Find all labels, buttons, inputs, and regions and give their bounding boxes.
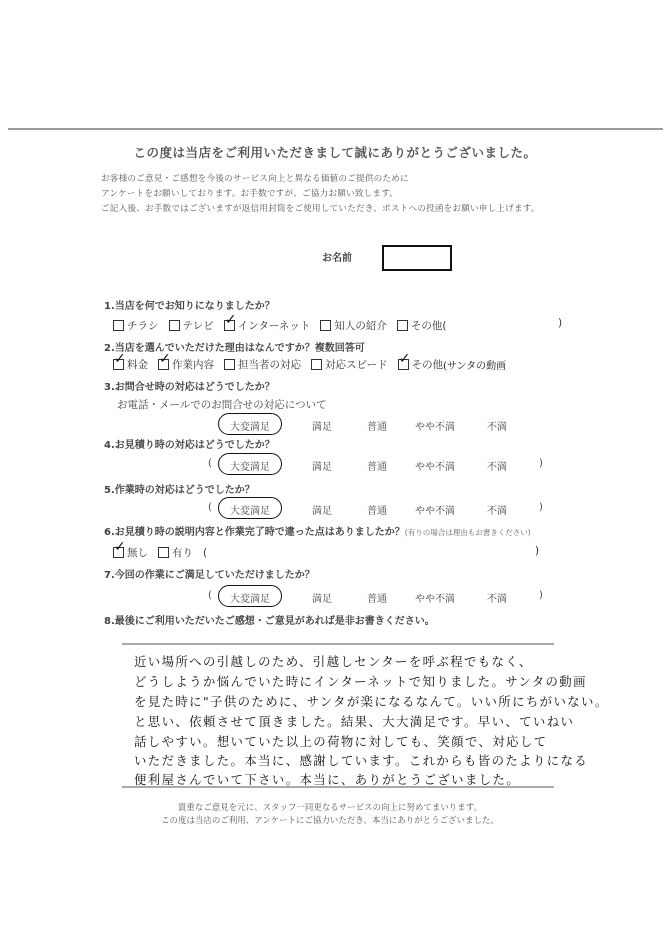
scale-very-satisfied[interactable]: 大変満足: [230, 506, 270, 517]
answer-circle: [218, 413, 282, 435]
scale-somewhat-dissatisfied[interactable]: やや不満: [415, 594, 455, 605]
comment-line-5: 話しやすい。想いていた以上の荷物に対しても、笑顔で、対応して: [134, 734, 548, 749]
comment-line-3: を見た時に"子供のために、サンタが楽になるなんて。いい所にちがいない。: [134, 694, 609, 709]
comment-line-4: と思い、依頼させて頂きました。結果、大大満足です。早い、ていねい: [134, 714, 575, 729]
scale-somewhat-dissatisfied[interactable]: やや不満: [415, 422, 455, 433]
question-6: [104, 523, 531, 538]
scale-very-satisfied[interactable]: 大変満足: [230, 462, 270, 473]
scale-satisfied[interactable]: 満足: [312, 462, 332, 473]
q6-open-paren: (: [203, 546, 208, 559]
question-3: 3.お問合せ時の対応はどうでしたか？: [104, 382, 275, 393]
check-mark-icon: ✓: [159, 351, 171, 367]
question-4: 4.お見積り時の対応はどうでしたか？: [104, 440, 275, 451]
check-mark-icon: ✓: [114, 351, 126, 367]
checkbox[interactable]: [224, 359, 235, 370]
scale-dissatisfied[interactable]: 不満: [487, 594, 507, 605]
option-label: その他: [411, 359, 444, 371]
question-6-label: 6.お見積り時の説明内容と作業完了時で違った点はありましたか？: [104, 527, 405, 538]
check-mark-icon: ✓: [224, 312, 237, 328]
option-label: 担当者の対応: [238, 359, 301, 371]
checkbox-checked[interactable]: [158, 351, 171, 370]
question-1: 1.当店を何でお知りになりましたか？: [104, 301, 275, 312]
scale-close-paren: ): [539, 458, 543, 469]
checkbox-checked[interactable]: [113, 351, 126, 370]
option-label: 知人の紹介: [334, 320, 387, 332]
footer-line-2: この度は当店のご利用、アンケートにご協力いただき、本当にありがとうございました。: [161, 816, 499, 826]
top-divider: [8, 128, 663, 130]
option-label: 有り: [172, 547, 193, 559]
comment-frame-top: [122, 643, 554, 645]
checkbox[interactable]: [397, 320, 408, 331]
question-8: 8.最後にご利用いただいたご感想・ご意見があれば是非お書きください。: [104, 616, 435, 627]
scale-somewhat-dissatisfied[interactable]: やや不満: [415, 462, 455, 473]
scale-close-paren: ): [539, 590, 543, 601]
name-label: お名前: [322, 253, 352, 264]
option-label: チラシ: [127, 320, 159, 332]
question-1-options: [113, 312, 456, 333]
checkbox-checked[interactable]: [224, 312, 237, 331]
checkbox[interactable]: [113, 320, 124, 331]
question-2-options: [113, 351, 516, 372]
option-work-content[interactable]: [158, 351, 214, 372]
scale-satisfied[interactable]: 満足: [312, 594, 332, 605]
option-internet[interactable]: [224, 312, 311, 333]
scale-satisfied[interactable]: 満足: [312, 506, 332, 517]
scale-neutral[interactable]: 普通: [367, 506, 387, 517]
option-label: 対応スピード: [325, 359, 388, 371]
option-flyer[interactable]: [113, 318, 159, 333]
option-none[interactable]: [113, 539, 148, 560]
scale-dissatisfied[interactable]: 不満: [487, 462, 507, 473]
scale-neutral[interactable]: 普通: [367, 594, 387, 605]
checkbox-checked[interactable]: [398, 351, 411, 370]
comment-line-1: 近い場所への引越しのため、引越しセンターを呼ぶ程でもなく、: [134, 654, 533, 669]
option-price[interactable]: [113, 351, 148, 372]
checkbox[interactable]: [158, 547, 169, 558]
option-label: インターネット: [237, 320, 311, 332]
q1-close-paren: ): [558, 317, 563, 329]
scale-dissatisfied[interactable]: 不満: [487, 506, 507, 517]
comment-frame-bottom: [122, 786, 554, 788]
question-6-options: [113, 539, 208, 560]
scale-satisfied[interactable]: 満足: [312, 422, 332, 433]
checkbox[interactable]: [169, 320, 180, 331]
option-other[interactable]: [397, 318, 447, 333]
answer-circle: [218, 497, 282, 519]
option-label: 無し: [127, 547, 148, 559]
scale-open-paren: (: [208, 458, 212, 469]
checkbox[interactable]: [311, 359, 322, 370]
question-6-note: (有りの場合は理由もお書きください): [404, 528, 531, 537]
checkbox-checked[interactable]: [113, 539, 126, 558]
footer-line-1: 貴重なご意見を元に、スタッフ一同更なるサービスの向上に努めてまいります。: [177, 803, 483, 813]
option-label: 料金: [127, 359, 148, 371]
name-field-redacted[interactable]: [382, 245, 452, 271]
scale-somewhat-dissatisfied[interactable]: やや不満: [415, 506, 455, 517]
intro-line-1: お客様のご意見・ご感想を今後のサービス向上と異なる価値のご提供のために: [101, 174, 409, 184]
q6-close-paren: ): [535, 545, 540, 557]
scale-dissatisfied[interactable]: 不満: [487, 422, 507, 433]
question-5: 5.作業時の対応はどうでしたか？: [104, 485, 255, 496]
option-label: 作業内容: [172, 359, 214, 371]
check-mark-icon: ✓: [114, 539, 126, 555]
option-label: テレビ: [182, 320, 214, 332]
scale-neutral[interactable]: 普通: [367, 422, 387, 433]
page-title: この度は当店をご利用いただきまして誠にありがとうございました。: [133, 145, 537, 160]
option-other[interactable]: [398, 351, 507, 372]
comment-line-6: いただきました。本当に、感謝しています。これからも皆のたよりになる: [134, 753, 589, 768]
question-2: [104, 339, 365, 354]
scale-open-paren: (: [208, 502, 212, 513]
option-yes[interactable]: [158, 545, 193, 560]
comment-line-2: どうしようか悩んでいた時にインターネットで知りました。サンタの動画: [134, 674, 587, 689]
scale-very-satisfied[interactable]: 大変満足: [230, 594, 270, 605]
scale-close-paren: ): [539, 502, 543, 513]
question-2-label: 2.当店を選んでいただけた理由はなんですか？: [104, 343, 315, 354]
option-speed[interactable]: [311, 357, 388, 372]
scale-neutral[interactable]: 普通: [367, 462, 387, 473]
question-3-sub: お電話・メールでのお問合せの対応について: [117, 399, 327, 411]
option-label: その他(: [410, 320, 447, 332]
comment-line-7: 便利屋さんでいて下さい。本当に、ありがとうございました。: [134, 772, 521, 787]
option-referral[interactable]: [320, 318, 387, 333]
question-7: 7.今回の作業にご満足していただけましたか？: [104, 570, 315, 581]
question-2-suffix: 複数回答可: [314, 343, 365, 354]
check-mark-icon: ✓: [398, 351, 411, 367]
scale-open-paren: (: [208, 590, 212, 601]
checkbox[interactable]: [320, 320, 331, 331]
option-tv[interactable]: [169, 318, 214, 333]
other-handwritten: (サンタの動画: [443, 361, 507, 372]
intro-line-3: ご記入後、お手数ではございますが返信用封筒をご使用していただき、ポストへの投函をお願い申し上げます。: [101, 204, 540, 214]
answer-circle: [218, 585, 282, 607]
answer-circle: [218, 453, 282, 475]
option-staff[interactable]: [224, 357, 301, 372]
scale-very-satisfied[interactable]: 大変満足: [230, 422, 270, 433]
intro-line-2: アンケートをお願いしております。お手数ですが、ご協力お願い致します。: [101, 189, 399, 199]
